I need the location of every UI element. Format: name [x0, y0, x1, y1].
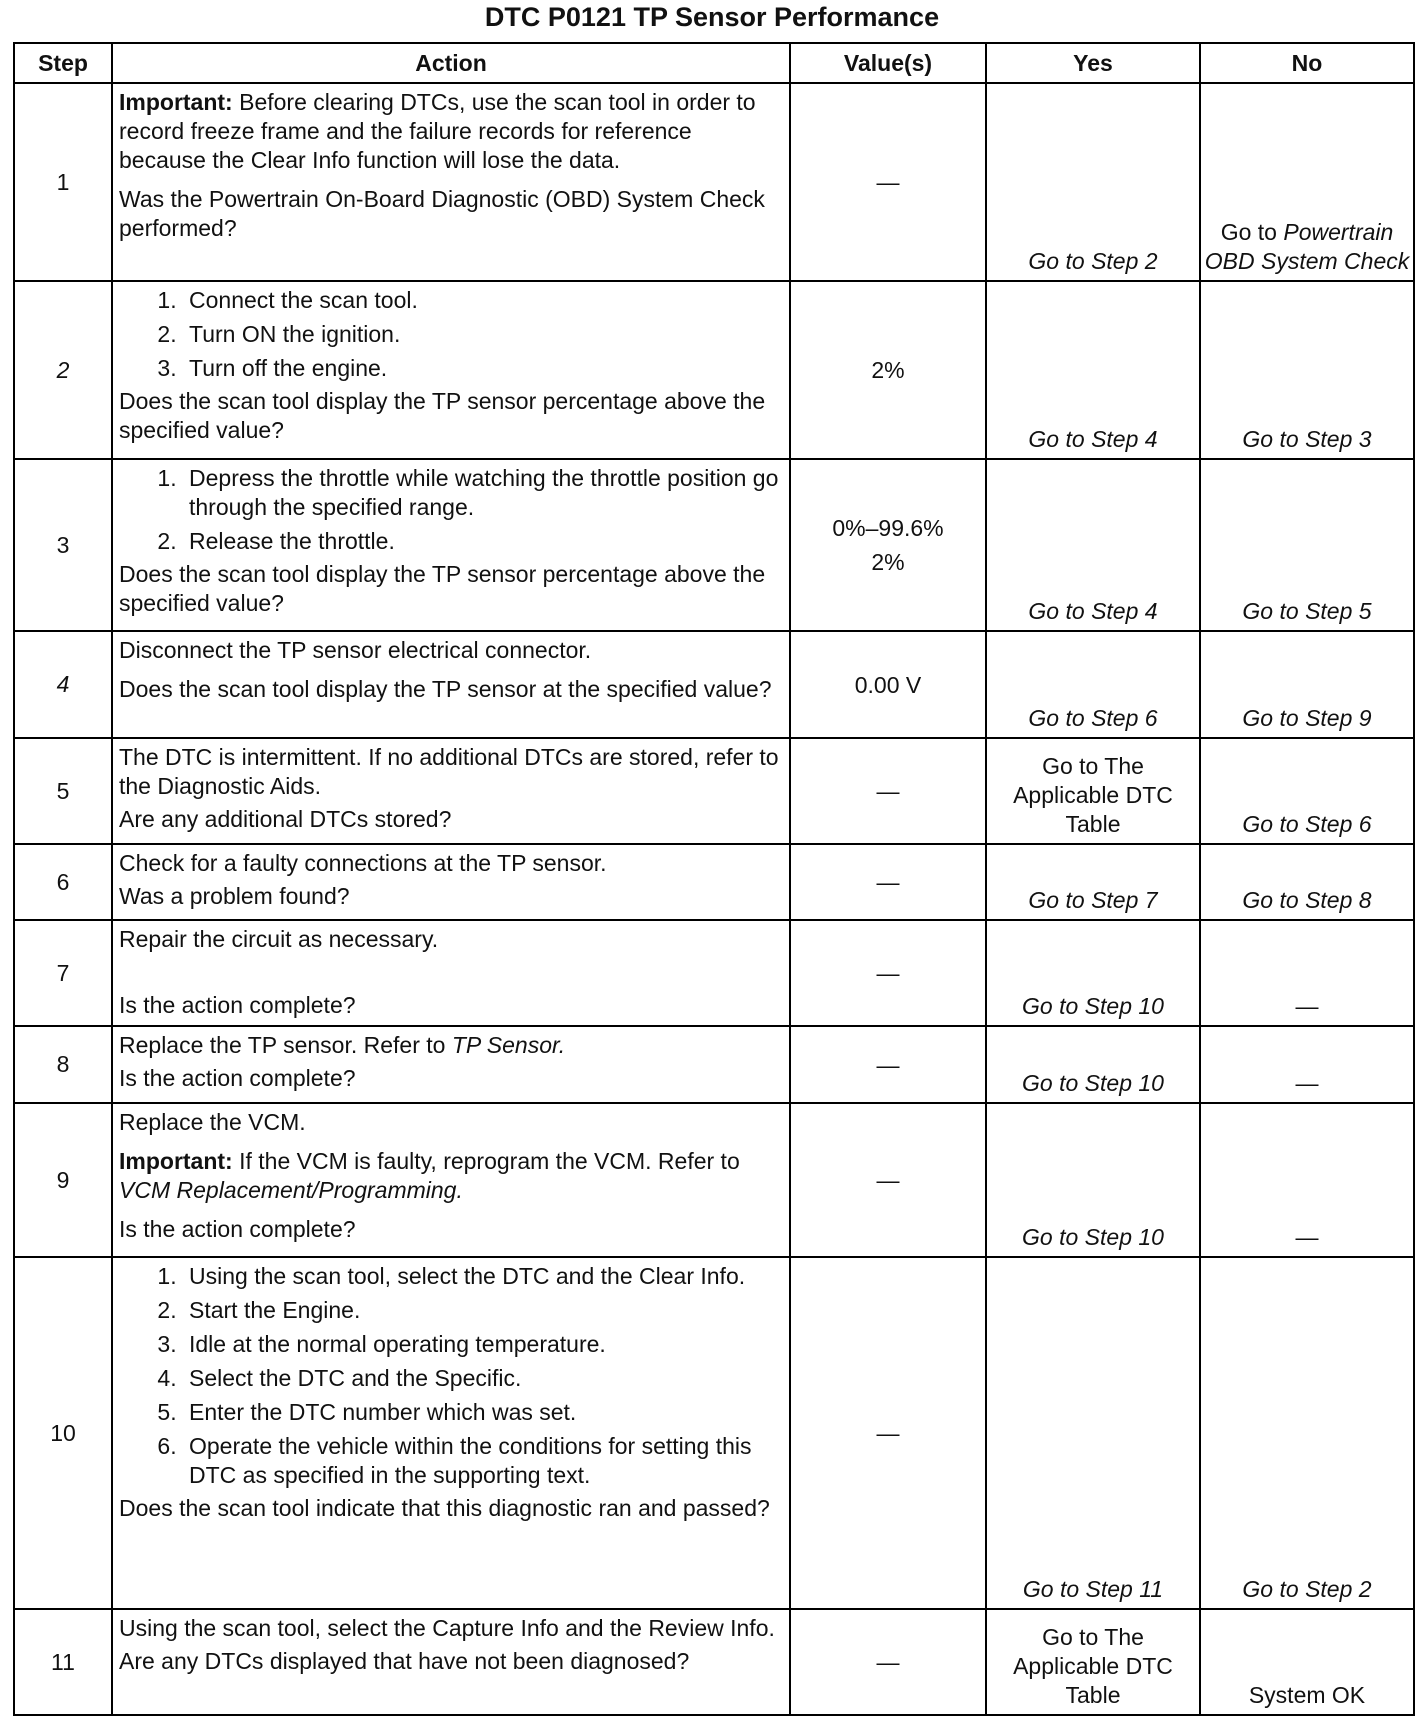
- list-item: 1. Using the scan tool, select the DTC and the Clear Info.: [183, 1262, 783, 1291]
- action-cell: [112, 281, 790, 459]
- value-cell: [790, 459, 986, 631]
- step-number: 6: [14, 844, 112, 920]
- action-list: [119, 286, 783, 383]
- header-no: No: [1200, 43, 1414, 83]
- no-cell: Go to Step 6: [1200, 738, 1414, 844]
- value-cell: 0.00 V: [790, 631, 986, 738]
- action-text: Replace the VCM.: [119, 1109, 306, 1135]
- value-cell: 2%: [790, 281, 986, 459]
- important-text: If the VCM is faulty, reprogram the VCM. Refer to: [232, 1148, 740, 1174]
- value-cell: —: [790, 920, 986, 1026]
- action-question: Are any additional DTCs stored?: [119, 806, 452, 832]
- value-cell: —: [790, 844, 986, 920]
- no-cell: Go to Step 8: [1200, 844, 1414, 920]
- step-number: 8: [14, 1026, 112, 1103]
- header-values: Value(s): [790, 43, 986, 83]
- table-row: [14, 1257, 1414, 1609]
- action-text: [119, 1031, 783, 1060]
- list-item: 3. Idle at the normal operating temperature.: [183, 1330, 783, 1359]
- action-cell: [112, 631, 790, 738]
- action-cell: [112, 1026, 790, 1103]
- header-yes: Yes: [986, 43, 1200, 83]
- table-row: [14, 738, 1414, 844]
- action-question: Was a problem found?: [119, 883, 350, 909]
- important-text: Before clearing DTCs, use the scan tool in order to record freeze frame and the failure records for reference because the Clear Info function will lose the data.: [119, 89, 756, 173]
- action-text: Repair the circuit as necessary.: [119, 926, 439, 952]
- value-cell: —: [790, 1026, 986, 1103]
- step-number: 5: [14, 738, 112, 844]
- action-question: Does the scan tool indicate that this diagnostic ran and passed?: [119, 1495, 770, 1521]
- step-number: 7: [14, 920, 112, 1026]
- action-text: Using the scan tool, select the Capture Info and the Review Info.: [119, 1615, 775, 1641]
- table-header-row: [14, 43, 1414, 83]
- action-question: Is the action complete?: [119, 1065, 356, 1091]
- action-list: [119, 464, 783, 556]
- action-question: Does the scan tool display the TP sensor percentage above the specified value?: [119, 388, 766, 443]
- step-number: 10: [14, 1257, 112, 1609]
- no-cell: Go to Step 2: [1200, 1257, 1414, 1609]
- value-cell: —: [790, 1609, 986, 1715]
- yes-cell: Go to Step 7: [986, 844, 1200, 920]
- value-cell: —: [790, 83, 986, 281]
- yes-cell: Go to Step 11: [986, 1257, 1200, 1609]
- no-cell: Go to Step 3: [1200, 281, 1414, 459]
- step-number: 9: [14, 1103, 112, 1257]
- yes-cell: Go to Step 6: [986, 631, 1200, 738]
- action-question: Does the scan tool display the TP sensor at the specified value?: [119, 676, 772, 702]
- page-title: DTC P0121 TP Sensor Performance: [484, 2, 940, 32]
- action-cell: [112, 1257, 790, 1609]
- action-cell: [112, 83, 790, 281]
- table-row: [14, 281, 1414, 459]
- action-text: Check for a faulty connections at the TP sensor.: [119, 850, 607, 876]
- no-cell: [1200, 83, 1414, 281]
- table-row: [14, 1609, 1414, 1715]
- no-cell: Go to Step 9: [1200, 631, 1414, 738]
- action-question: Are any DTCs displayed that have not been diagnosed?: [119, 1648, 690, 1674]
- no-link[interactable]: Powertrain OBD System Check: [1204, 219, 1410, 274]
- list-item: 6. Operate the vehicle within the conditions for setting this DTC as specified in the supporting text.: [183, 1432, 783, 1490]
- action-cell: [112, 1609, 790, 1715]
- action-cell: [112, 844, 790, 920]
- action-text: The DTC is intermittent. If no additional DTCs are stored, refer to the Diagnostic Aids.: [119, 744, 779, 799]
- header-step: Step: [14, 43, 112, 83]
- value-threshold: 2%: [871, 549, 905, 575]
- important-note: [119, 88, 783, 175]
- list-item: 1. Depress the throttle while watching the throttle position go through the specified range.: [183, 464, 783, 522]
- no-cell: —: [1200, 1026, 1414, 1103]
- action-question: Is the action complete?: [119, 1216, 356, 1242]
- action-question: Was the Powertrain On-Board Diagnostic (OBD) System Check performed?: [119, 186, 765, 241]
- action-list: [119, 1262, 783, 1490]
- value-cell: —: [790, 1257, 986, 1609]
- action-text: Disconnect the TP sensor electrical connector.: [119, 637, 592, 663]
- table-row: [14, 844, 1414, 920]
- step-number: 3: [14, 459, 112, 631]
- step-number: 1: [14, 83, 112, 281]
- yes-cell: Go to Step 4: [986, 459, 1200, 631]
- list-item: 2. Start the Engine.: [183, 1296, 783, 1325]
- action-cell: [112, 1103, 790, 1257]
- yes-cell: Go to Step 10: [986, 1026, 1200, 1103]
- yes-cell: Go to The Applicable DTC Table: [986, 1609, 1200, 1715]
- no-cell: —: [1200, 920, 1414, 1026]
- value-range: 0%–99.6%: [832, 515, 944, 541]
- step-number: 11: [14, 1609, 112, 1715]
- table-row: [14, 1103, 1414, 1257]
- list-item: 2. Turn ON the ignition.: [183, 320, 783, 349]
- dtc-table: [13, 42, 1415, 1716]
- action-text-main: Replace the TP sensor. Refer to: [119, 1032, 452, 1058]
- yes-cell: Go to Step 4: [986, 281, 1200, 459]
- list-item: 3. Turn off the engine.: [183, 354, 783, 383]
- reference-link[interactable]: TP Sensor.: [451, 1032, 566, 1058]
- action-question: Does the scan tool display the TP sensor percentage above the specified value?: [119, 561, 766, 616]
- yes-cell: Go to Step 10: [986, 920, 1200, 1026]
- list-item: 5. Enter the DTC number which was set.: [183, 1398, 783, 1427]
- header-action: Action: [112, 43, 790, 83]
- yes-cell: Go to Step 10: [986, 1103, 1200, 1257]
- important-note: [119, 1147, 783, 1205]
- yes-cell: Go to The Applicable DTC Table: [986, 738, 1200, 844]
- value-cell: —: [790, 738, 986, 844]
- value-cell: —: [790, 1103, 986, 1257]
- action-cell: [112, 738, 790, 844]
- list-item: 1. Connect the scan tool.: [183, 286, 783, 315]
- no-prefix: Go to: [1220, 219, 1284, 245]
- action-cell: [112, 459, 790, 631]
- action-cell: [112, 920, 790, 1026]
- important-label: Important:: [119, 1148, 233, 1174]
- step-number: 4: [14, 631, 112, 738]
- list-item: 2. Release the throttle.: [183, 527, 783, 556]
- no-cell: Go to Step 5: [1200, 459, 1414, 631]
- no-cell: —: [1200, 1103, 1414, 1257]
- reference-link[interactable]: VCM Replacement/Programming.: [119, 1177, 463, 1203]
- yes-cell: Go to Step 2: [986, 83, 1200, 281]
- action-question: Is the action complete?: [119, 992, 356, 1018]
- no-cell: System OK: [1200, 1609, 1414, 1715]
- table-row: [14, 1026, 1414, 1103]
- table-row: [14, 83, 1414, 281]
- table-row: [14, 920, 1414, 1026]
- table-row: [14, 631, 1414, 738]
- list-item: 4. Select the DTC and the Specific.: [183, 1364, 783, 1393]
- table-row: [14, 459, 1414, 631]
- step-number: 2: [14, 281, 112, 459]
- important-label: Important:: [119, 89, 233, 115]
